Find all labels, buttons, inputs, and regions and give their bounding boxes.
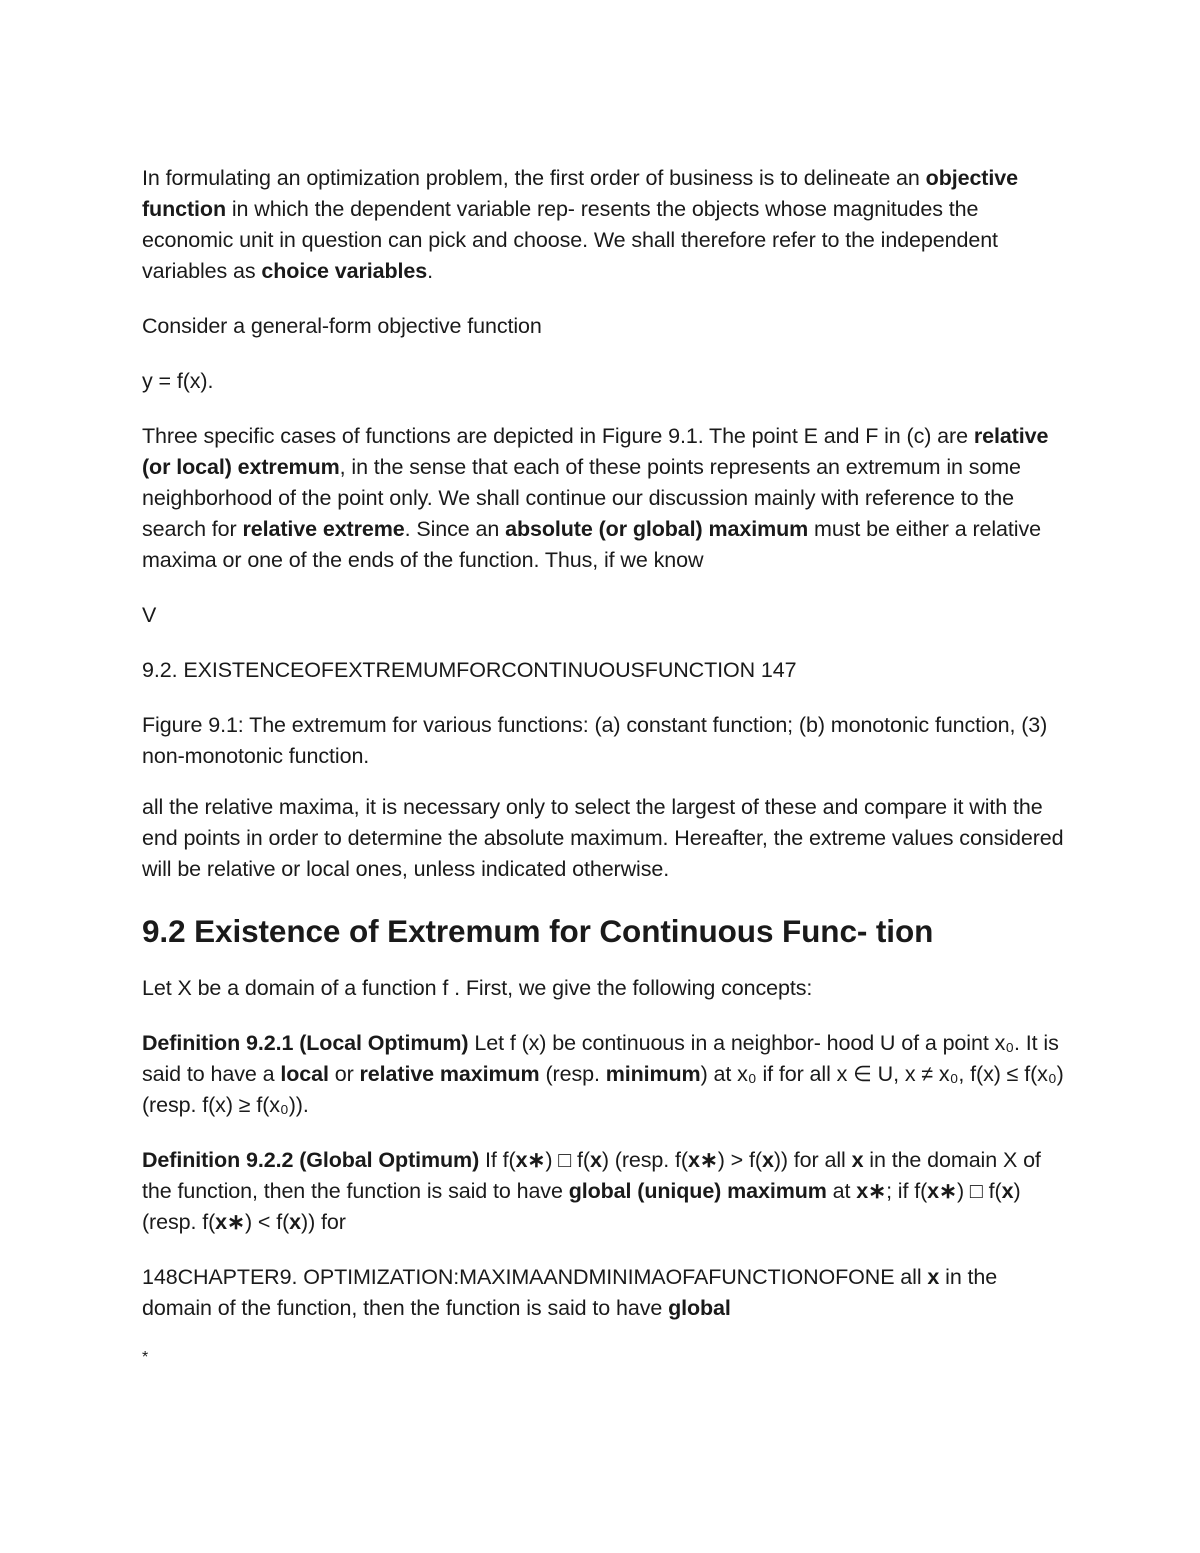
definition-local-optimum (142, 1028, 1072, 1121)
text: Let f (x) be continuous in a neighbor- hood U of a point x₀. It is said to have a (142, 1031, 1059, 1086)
bold-term: x∗ (515, 1148, 546, 1172)
text: , in the sense that each of these points represents an extremum in some neighborhood of the point only. We shall continue our discussion mainly with reference to the search for (142, 455, 1021, 541)
bold-term: x (927, 1265, 940, 1289)
bold-term: x (590, 1148, 602, 1172)
definition-title: Definition 9.2.1 (Local Optimum) (142, 1031, 469, 1055)
text: )) for all (773, 1148, 852, 1172)
bold-term: choice variables (261, 259, 428, 283)
text: ) (resp. f( (601, 1148, 688, 1172)
paragraph-chapter-148 (142, 1262, 1072, 1324)
bold-term: relative extreme (242, 517, 405, 541)
bold-term: absolute (or global) maximum (505, 517, 809, 541)
text: must be either a relative maxima or one of the ends of the function. Thus, if we know (142, 517, 1041, 572)
paragraph-consider: Consider a general-form objective function (142, 314, 542, 338)
figure-caption: Figure 9.1: The extremum for various functions: (a) constant function; (b) monotonic function, (3) non-monotonic function. (142, 713, 1048, 768)
text: If f( (479, 1148, 516, 1172)
bold-term: x (1001, 1179, 1014, 1203)
paragraph-relative-maxima: all the relative maxima, it is necessary only to select the largest of these and compare it with the end points in order to determine the absolute maximum. Hereafter, the extreme values considered will be relative or local ones, unless indicated otherwise. (142, 795, 1064, 881)
definition-title: Definition 9.2.2 (Global Optimum) (142, 1148, 480, 1172)
bold-term: x (761, 1148, 774, 1172)
bold-term: minimum (605, 1062, 701, 1086)
asterisk: * (142, 1349, 149, 1366)
paragraph-v: V (142, 603, 157, 627)
text: ) □ f( (956, 1179, 1002, 1203)
document-page (142, 163, 1072, 1368)
text: at (826, 1179, 857, 1203)
paragraph-objective-function (142, 163, 1072, 287)
running-header-147: 9.2. EXISTENCEOFEXTREMUMFORCONTINUOUSFUNCTION 147 (142, 658, 797, 682)
paragraph-three-cases (142, 421, 1072, 576)
bold-term: x∗ (856, 1179, 887, 1203)
bold-term: x∗ (687, 1148, 718, 1172)
section-heading: 9.2 Existence of Extremum for Continuous Func- tion (142, 913, 934, 949)
bold-term: x (289, 1210, 302, 1234)
text: . (427, 259, 433, 283)
text: ) < f( (244, 1210, 290, 1234)
text: ; if f( (886, 1179, 928, 1203)
bold-term: global (668, 1296, 731, 1320)
text: ) (resp. f( (142, 1179, 1021, 1234)
bold-term: relative (or local) extremum (142, 424, 1049, 479)
paragraph-equation: y = f(x). (142, 369, 214, 393)
paragraph-domain: Let X be a domain of a function f . First, we give the following concepts: (142, 976, 813, 1000)
text: ) at x₀ if for all x ∈ U, x ≠ x₀, f(x) ≤ f(x₀) (resp. f(x) ≥ f(x₀)). (142, 1062, 1064, 1117)
text: in which the dependent variable rep- resents the objects whose magnitudes the economic unit in question can pick and choose. We shall therefore refer to the independent variables as (142, 197, 998, 283)
text: ) □ f( (545, 1148, 590, 1172)
text: )) for (301, 1210, 346, 1234)
text: or (328, 1062, 360, 1086)
bold-term: global (unique) maximum (568, 1179, 827, 1203)
bold-term: relative maximum (359, 1062, 540, 1086)
text: in the domain X of the function, then the function is said to have (142, 1148, 1041, 1203)
bold-term: objective function (142, 166, 1018, 221)
text: Three specific cases of functions are depicted in Figure 9.1. The point E and F in (c) are (142, 424, 974, 448)
bold-term: local (280, 1062, 329, 1086)
text: ) > f( (717, 1148, 762, 1172)
text: 148CHAPTER9. OPTIMIZATION:MAXIMAANDMINIMAOFAFUNCTIONOFONE all (142, 1265, 928, 1289)
definition-global-optimum (142, 1145, 1072, 1238)
bold-term: x∗ (215, 1210, 245, 1234)
text: in the domain of the function, then the function is said to have (142, 1265, 998, 1320)
text: In formulating an optimization problem, the first order of business is to delineate an (142, 166, 926, 190)
text: (resp. (539, 1062, 606, 1086)
bold-term: x∗ (927, 1179, 957, 1203)
bold-term: x (851, 1148, 864, 1172)
text: . Since an (404, 517, 506, 541)
